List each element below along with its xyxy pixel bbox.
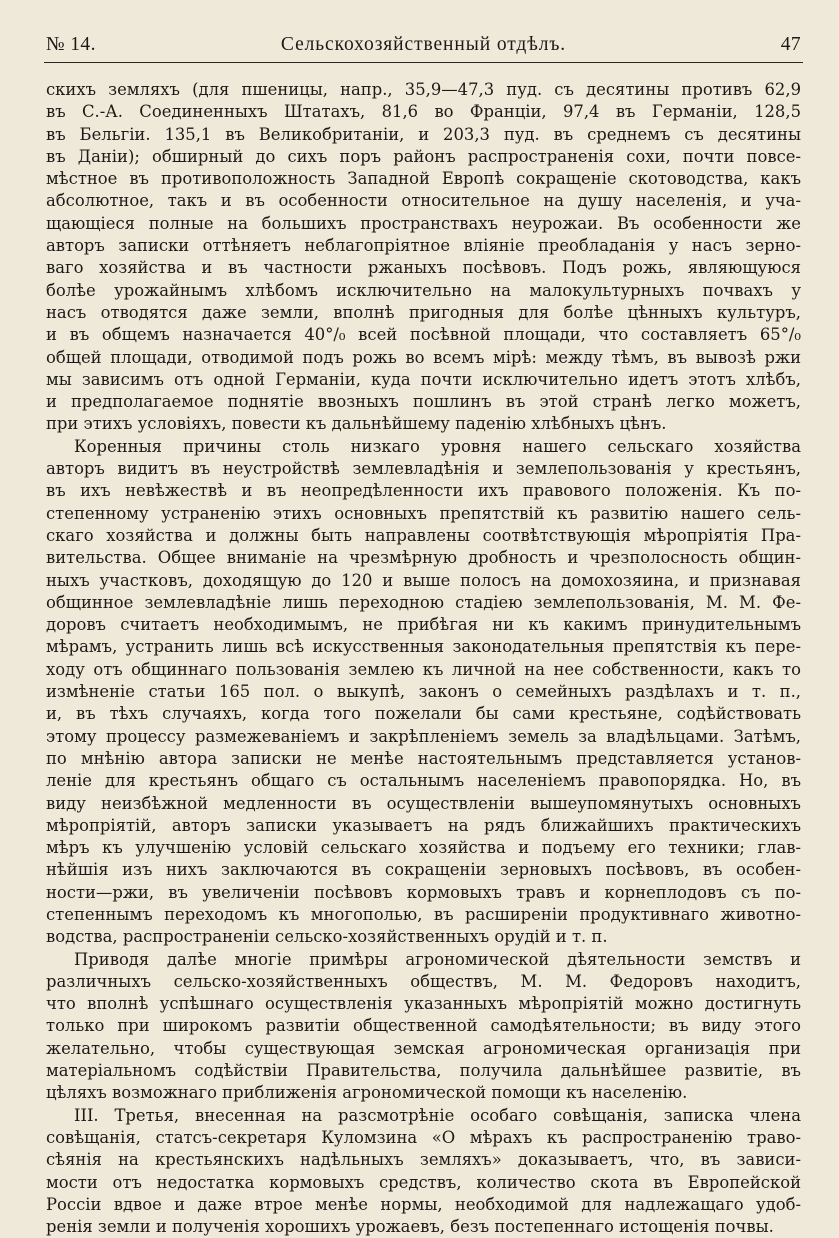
section-title: Сельскохозяйственный отдѣлъ. (280, 34, 567, 55)
text-line: ходу отъ общиннаго пользованія землею къ личной на нее собственности, какъ то (46, 659, 801, 679)
text-line: мѣстное въ противоположность Западной Европѣ сокращеніе скотоводства, какъ (46, 169, 801, 189)
text-line: цѣляхъ возможнаго приближенія агрономической помощи къ населенію. (46, 1083, 688, 1103)
text-line: измѣненіе статьи 165 пол. о выкупѣ, законъ о семейныхъ раздѣлахъ и т. п., (46, 682, 801, 702)
text-line: Россіи вдвое и даже втрое менѣе нормы, необходимой для надлежащаго удоб- (46, 1194, 801, 1214)
text-line: этому процессу размежеваніемъ и закрѣпленіемъ земель за владѣльцами. Затѣмъ, (46, 726, 801, 746)
paragraph (46, 79, 801, 436)
text-line: только при широкомъ развитіи общественной самодѣятельности; въ виду этого (46, 1016, 801, 1036)
text-line: нѣйшія изъ нихъ заключаются въ сокращеніи зерновыхъ посѣвовъ, въ особен- (46, 860, 801, 880)
text-line: различныхъ сельско-хозяйственныхъ обществъ, М. М. Федоровъ находитъ, (46, 971, 801, 991)
issue-number: № 14. (46, 34, 96, 55)
text-line: водства, распространеніи сельско-хозяйственныхъ орудій и т. п. (46, 927, 608, 947)
text-line: авторъ видитъ въ неустройствѣ землевладѣнія и землепользованія у крестьянъ, (46, 459, 801, 479)
text-line: Приводя далѣе многіе примѣры агрономической дѣятельности земствъ и (74, 949, 801, 969)
text-line: въ С.-А. Соединенныхъ Штатахъ, 81,6 во Франціи, 97,4 въ Германіи, 128,5 (46, 102, 801, 122)
text-line: и въ общемъ назначается 40°/₀ всей посѣвной площади, что составляетъ 65°/₀ (46, 325, 801, 345)
text-line: леніе для крестьянъ общаго съ остальнымъ населеніемъ правопорядка. Но, въ (46, 771, 801, 791)
text-line: ренія земли и полученія хорошихъ урожаевъ, безъ постепеннаго истощенія почвы. (46, 1217, 774, 1237)
text-line: что вполнѣ успѣшнаго осуществленія указанныхъ мѣропріятій можно достигнуть (46, 994, 801, 1014)
text-line: въ Бельгіи. 135,1 въ Великобританіи, и 203,3 пуд. въ среднемъ съ десятины (46, 124, 801, 144)
text-line: сѣянія на крестьянскихъ надѣльныхъ земляхъ» доказываетъ, что, въ зависи- (46, 1150, 801, 1170)
page-number: 47 (780, 34, 801, 55)
text-line: Коренныя причины столь низкаго уровня нашего сельскаго хозяйства (74, 436, 801, 456)
text-line: щающіеся полные на большихъ пространствахъ неурожаи. Въ особенности же (46, 213, 801, 233)
text-line: степеннымъ переходомъ къ многополью, въ расширеніи продуктивнаго животно- (46, 904, 801, 924)
text-line: въ ихъ невѣжествѣ и въ неопредѣленности ихъ правового положенія. Къ по- (46, 481, 801, 501)
text-line: мѣръ къ улучшенію условій сельскаго хозяйства и подъему его техники; глав- (46, 838, 801, 858)
text-line: по мнѣнію автора записки не менѣе настоятельнымъ представляется установ- (46, 748, 801, 768)
text-line: скаго хозяйства и должны быть направлены соотвѣтствующія мѣропріятія Пра- (46, 525, 801, 545)
running-header (46, 34, 801, 60)
text-line: общинное землевладѣніе лишь переходною стадіею землепользованія, М. М. Фе- (46, 592, 801, 612)
text-line: совѣщанія, статсъ-секретаря Куломзина «О мѣрахъ къ распространенію траво- (46, 1127, 801, 1147)
text-line: виду неизбѣжной медленности въ осуществленіи вышеупомянутыхъ основныхъ (46, 793, 801, 813)
text-line: мѣропріятій, авторъ записки указываетъ на рядъ ближайшихъ практическихъ (46, 815, 801, 835)
text-line: болѣе урожайнымъ хлѣбомъ исключительно на малокультурныхъ почвахъ у (46, 280, 801, 300)
text-line: мости отъ недостатка кормовыхъ средствъ, количество скота въ Европейской (46, 1172, 801, 1192)
header-rule (44, 62, 803, 63)
text-line: скихъ земляхъ (для пшеницы, напр., 35,9—47,3 пуд. съ десятины противъ 62,9 (46, 80, 801, 99)
text-line: общей площади, отводимой подъ рожь во всемъ мірѣ: между тѣмъ, въ вывозѣ ржи (46, 347, 801, 367)
text-line: ваго хозяйства и въ частности ржаныхъ посѣвовъ. Подъ рожь, являющуюся (46, 258, 801, 278)
body-text (46, 79, 801, 1238)
text-line: и предполагаемое поднятіе ввозныхъ пошлинъ въ этой странѣ легко можетъ, (46, 392, 801, 412)
text-line: матеріальномъ содѣйствіи Правительства, получила дальнѣйшее развитіе, въ (46, 1061, 801, 1081)
text-line: и, въ тѣхъ случаяхъ, когда того пожелали бы сами крестьяне, содѣйствовать (46, 704, 801, 724)
text-line: III. Третья, внесенная на разсмотрѣніе особаго совѣщанія, записка члена (74, 1105, 801, 1125)
text-line: вительства. Общее вниманіе на чрезмѣрную дробность и чрезполосность общин- (46, 548, 801, 568)
text-line: насъ отводятся даже земли, вполнѣ пригодныя для болѣе цѣнныхъ культуръ, (46, 302, 801, 322)
text-line: мѣрамъ, устранить лишь всѣ искусственныя законодательныя препятствія къ пере- (46, 637, 801, 657)
text-line: ныхъ участковъ, доходящую до 120 и выше полосъ на домохозяина, и признавая (46, 570, 801, 590)
text-line: желательно, чтобы существующая земская агрономическая организація при (46, 1038, 801, 1058)
text-line: авторъ записки оттѣняетъ неблагопріятное вліяніе преобладанія у насъ зерно- (46, 236, 801, 256)
text-line: абсолютное, такъ и въ особенности относительное на душу населенія, и уча- (46, 191, 801, 211)
text-line: мы зависимъ отъ одной Германіи, куда почти исключительно идетъ этотъ хлѣбъ, (46, 369, 801, 389)
paragraph (46, 436, 801, 949)
text-line: доровъ считаетъ необходимымъ, не прибѣгая ни къ какимъ принудительнымъ (46, 615, 801, 635)
text-line: въ Даніи); обширный до сихъ поръ районъ распространенія сохи, почти повсе- (46, 146, 801, 166)
paragraph (46, 1105, 801, 1238)
text-line: степенному устраненію этихъ основныхъ препятствій къ развитію нашего сель- (46, 503, 801, 523)
paragraph (46, 949, 801, 1105)
text-line: при этихъ условіяхъ, повести къ дальнѣйшему паденію хлѣбныхъ цѣнъ. (46, 414, 667, 434)
text-line: ности—ржи, въ увеличеніи посѣвовъ кормовыхъ травъ и корнеплодовъ съ по- (46, 882, 801, 902)
